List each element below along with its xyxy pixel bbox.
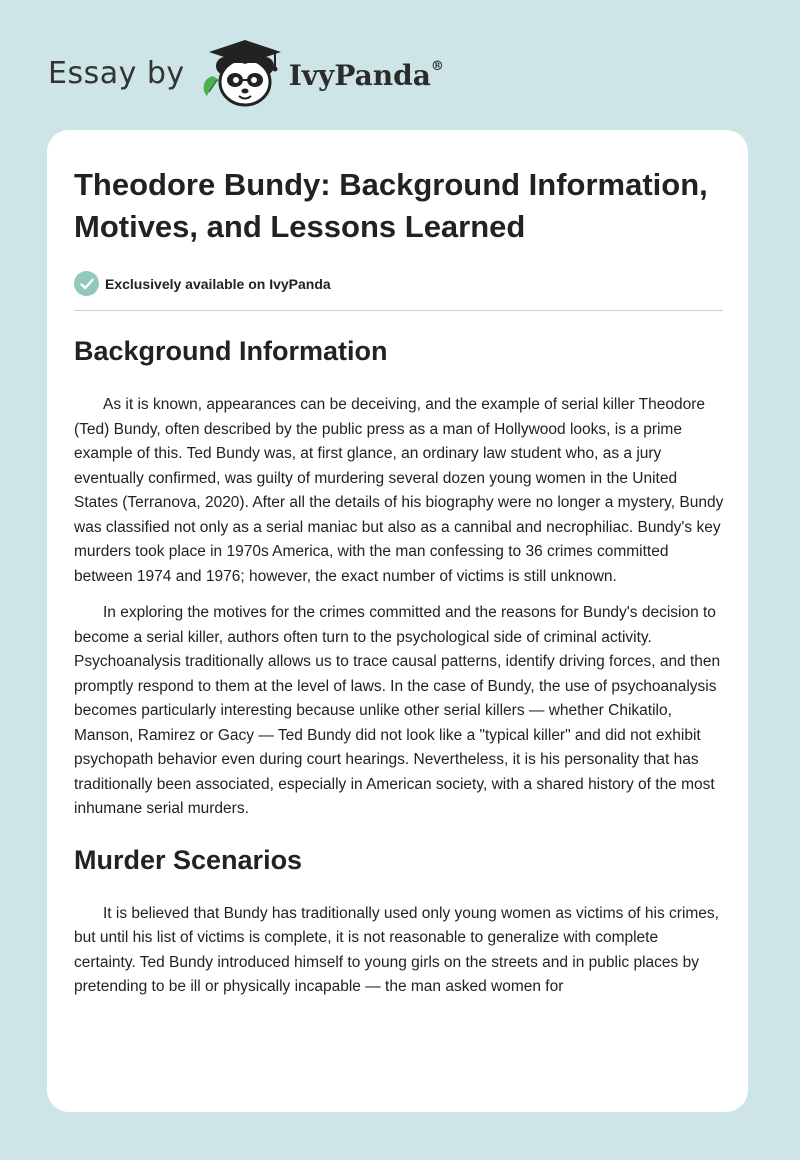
paragraph: In exploring the motives for the crimes committed and the reasons for Bundy's decision to become a serial killer, authors often turn to the psychological side of criminal activity. Psychoanalysis traditionally allows us to trace causal patterns, identify driving forces, and then promptly respond to them at the level of laws. In the case of Bundy, the use of psychoanalysis becomes particularly interesting because unlike other serial killers — whether Chikatilo, Manson, Ramirez or Gacy — Ted Bundy did not look like a "typical killer" and did not exhibit psychopath behavior even during court hearings. Nevertheless, it is his personality that has traditionally been associated, especially in American society, with a shared history of the most inhumane serial murders. xyxy=(74,604,721,817)
registered-mark: ® xyxy=(430,59,444,75)
section-heading: Murder Scenarios xyxy=(74,844,303,875)
paragraph: It is believed that Bundy has traditionally used only young women as victims of his crimes, but until his list of victims is complete, it is not reasonable to generalize with complete certainty. Ted Bundy introduced himself to young girls on the streets and in public places by pretending to be ill or physically incapable — the man asked women for xyxy=(74,904,719,995)
divider xyxy=(74,310,723,311)
panda-logo-icon[interactable] xyxy=(199,36,285,110)
essay-card xyxy=(47,130,748,1112)
brand-text: IvyPanda xyxy=(288,58,431,92)
essay-content xyxy=(74,164,724,1000)
brand-name[interactable] xyxy=(289,59,444,92)
checkmark-icon xyxy=(74,271,99,296)
essay-title: Theodore Bundy: Background Information, Motives, and Lessons Learned xyxy=(74,167,708,244)
essay-by-text: Essay by xyxy=(48,55,185,91)
exclusive-badge-text: Exclusively available on IvyPanda xyxy=(105,275,331,292)
section-heading: Background Information xyxy=(74,336,388,366)
site-header xyxy=(48,36,444,110)
paragraph: As it is known, appearances can be deceiving, and the example of serial killer Theodore (Ted) Bundy, often described by the public press as a man of Hollywood looks, is a prime example of this. Ted Bundy was, at first glance, an ordinary law student who, as a jury eventually confirmed, was guilty of murdering several dozen young women in the United States (Terranova, 2020). After all the details of his biography were no longer a mystery, Bundy was classified not only as a serial maniac but also as a cannibal and necrophiliac. Bundy's key murders took place in 1970s America, with the man confessing to 36 crimes committed between 1974 and 1976; however, the exact number of victims is still unknown. xyxy=(74,396,724,585)
exclusive-badge xyxy=(74,271,724,296)
